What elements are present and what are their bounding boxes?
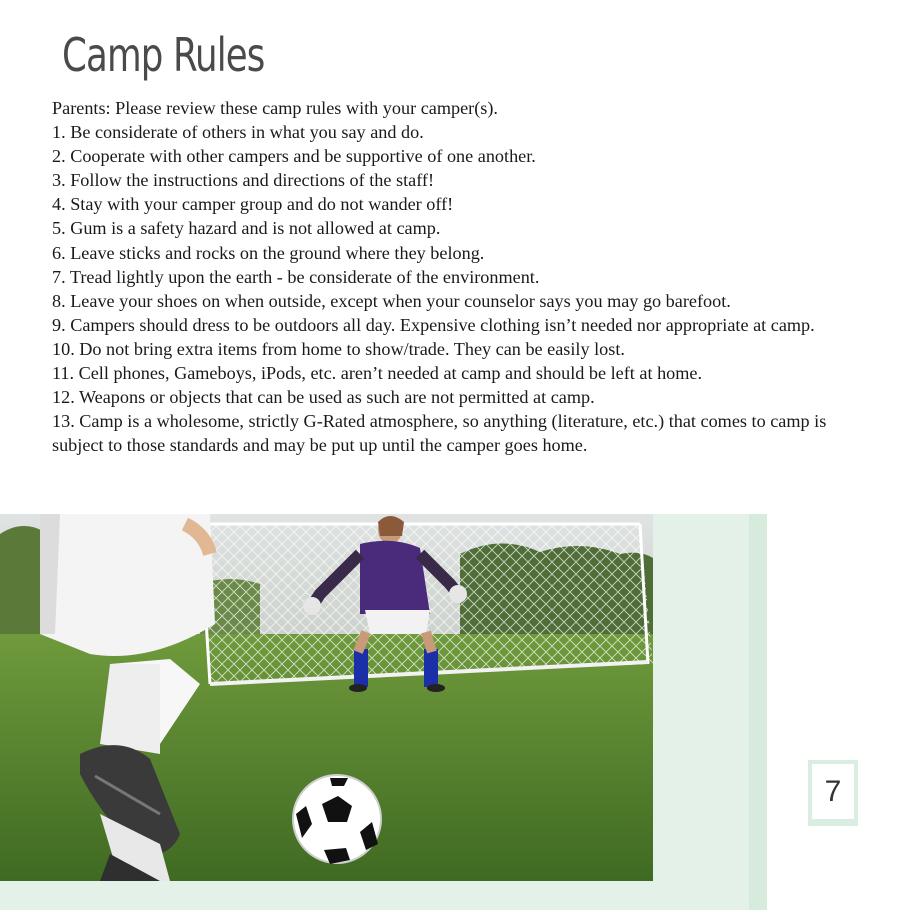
rule-item: 4. Stay with your camper group and do not wander off!: [52, 194, 454, 215]
rule-item: 7. Tread lightly upon the earth - be considerate of the environment.: [52, 266, 540, 287]
rules-intro: Parents: Please review these camp rules with your camper(s).: [52, 98, 498, 118]
rule-item: 1. Be considerate of others in what you say and do.: [52, 122, 424, 143]
rule-item: 5. Gum is a safety hazard and is not allowed at camp.: [52, 218, 441, 239]
rule-item: 11. Cell phones, Gameboys, iPods, etc. aren’t needed at camp and should be left at home.: [52, 363, 703, 384]
page-title: Camp Rules: [62, 28, 265, 82]
rule-item: 12. Weapons or objects that can be used as such are not permitted at camp.: [52, 387, 595, 408]
soccer-photo: [0, 514, 653, 881]
page-number: 7: [812, 764, 854, 819]
rule-item: 6. Leave sticks and rocks on the ground where they belong.: [52, 242, 485, 263]
rule-item: 8. Leave your shoes on when outside, except when your counselor says you may go barefoot.: [52, 290, 731, 311]
rule-item: 2. Cooperate with other campers and be supportive of one another.: [52, 146, 536, 167]
decorative-strip: [749, 514, 767, 910]
rule-item: 9. Campers should dress to be outdoors all day. Expensive clothing isn’t needed nor appropriate at camp.: [52, 314, 815, 335]
rules-list: [52, 96, 852, 457]
rule-item: 10. Do not bring extra items from home to show/trade. They can be easily lost.: [52, 338, 625, 359]
rule-item: 3. Follow the instructions and directions of the staff!: [52, 170, 435, 191]
page-number-box: [808, 760, 858, 826]
rule-item: 13. Camp is a wholesome, strictly G-Rated atmosphere, so anything (literature, etc.) that comes to camp is subject to those standards and may be put up until the camper goes home.: [52, 411, 827, 456]
